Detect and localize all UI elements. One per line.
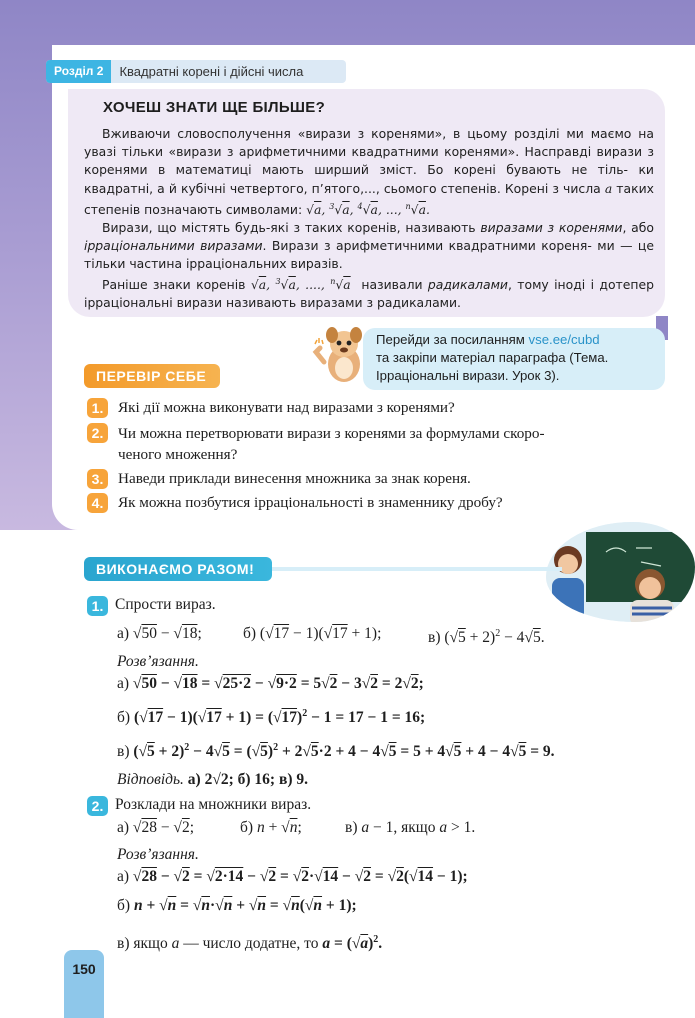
info-text: Раніше знаки коренів bbox=[102, 277, 246, 293]
info-text: Вирази, що містять будь-які з таких коренів, називають bbox=[102, 220, 481, 235]
task-2c-condition: якщо bbox=[401, 819, 436, 836]
bubble-text bbox=[376, 331, 661, 385]
info-text: ки квадратні, а й кубічні четвертого, п’ятого,..., сьомого степенів. Корені з числа bbox=[84, 162, 654, 196]
question-text: Як можна позбутися ірраціональності в знаменнику дробу? bbox=[118, 494, 503, 511]
solution-label: Розв’язання. bbox=[117, 653, 199, 670]
info-text: Вживаючи словосполучення «вирази з коренями», в цьому розділі ми маємо bbox=[102, 126, 632, 141]
task-1a: а) √50 − √18; bbox=[117, 625, 202, 642]
info-paragraph-2: Вирази, що містять будь-які з таких коренів, називають виразами з коренями, або ірраціональними виразами. Вирази з арифметичними квадратними кореня- ми — це тільки частина ірраціональних виразів. bbox=[84, 220, 654, 272]
question-number: 2. bbox=[87, 423, 108, 443]
info-text: ми — це тільки частина ірраціональних виразів. bbox=[84, 238, 654, 272]
solution-2c-text: в) якщо bbox=[117, 935, 168, 953]
info-text: на увазі тільки «вирази з арифметичними квадратними коренями». Насправді bbox=[84, 126, 654, 160]
exercise-number: 2. bbox=[87, 796, 108, 816]
info-term: радикалами bbox=[427, 277, 508, 293]
solution-2a: а) √28 − √2 = √2·14 − √2 = √2·√14 − √2 = √2(√14 − 1); bbox=[117, 868, 468, 885]
info-term: ірраціональними виразами bbox=[84, 238, 263, 254]
bubble-line: та закріпи матеріал параграфа (Тема. bbox=[376, 350, 609, 365]
bubble-line: Перейди за посиланням bbox=[376, 332, 529, 347]
link-vse[interactable]: vse.ee/cubd bbox=[528, 332, 600, 347]
info-paragraph-1 bbox=[84, 125, 654, 219]
info-text: , тому іноді bbox=[507, 277, 586, 293]
check-yourself-heading: ПЕРЕВІР СЕБЕ bbox=[84, 364, 220, 388]
var-a: a bbox=[604, 180, 613, 196]
solution-1b: б) $(√17 - 1)(√17 + 1) = (√17)^2 - 1 = 17 - 1 = 16$; bbox=[117, 708, 426, 727]
answer-label: Відповідь. bbox=[117, 771, 184, 788]
exercise-task: Спрости вираз. bbox=[115, 596, 216, 613]
question-text-line: ченого множення? bbox=[118, 446, 238, 463]
exercise-task: Розклади на множники вираз. bbox=[115, 796, 312, 813]
task-2a: а) √28 − √2; bbox=[117, 819, 194, 836]
bubble-line: Ірраціональні вирази. Урок 3). bbox=[376, 368, 560, 383]
together-divider bbox=[272, 567, 562, 571]
solution-1c: в) $(√5 + 2)^2 - 4√5 = (√5)^2 + 2√5\cdot 2 + 4 - 4√5 = 5 + 4√5 + 4 - 4√5 = 9$. bbox=[117, 742, 555, 761]
solution-1a: а) √50 − √18 = √25·2 − √9·2 = 5√2 − 3√2 = 2√2; bbox=[117, 675, 424, 692]
page-number: 150 bbox=[64, 950, 104, 1018]
info-text: . Вирази з арифметичними квадратними кореня- bbox=[262, 238, 592, 254]
solution-2c-text: — число додатне, то bbox=[183, 935, 319, 953]
task-2b: б) n + √n; bbox=[240, 819, 302, 836]
question-text: Які дії можна виконувати над виразами з коренями? bbox=[118, 399, 455, 416]
root-symbols: √a, $^3$√a, $^4$√a, ..., $^n$√a. bbox=[306, 201, 430, 217]
task-1b: б) (√17 − 1)(√17 + 1); bbox=[243, 625, 382, 642]
info-text: називали bbox=[361, 277, 428, 293]
question-number: 1. bbox=[87, 398, 108, 418]
section-title: Квадратні корені і дійсні числа bbox=[119, 64, 304, 79]
root-symbols: √a, $^3$√a, ...., $^n$√a bbox=[250, 277, 351, 293]
info-text: і дотепер ірраціональні вирази називають виразами з радикалами. bbox=[84, 277, 654, 311]
info-text: або bbox=[631, 220, 654, 235]
info-title: ХОЧЕШ ЗНАТИ ЩЕ БІЛЬШЕ? bbox=[103, 99, 326, 116]
solution-2c: в) якщо a — число додатне, то $a = (√a)^2$. bbox=[117, 934, 383, 953]
info-text: вирази з коренями в математиці мають ширший зміст. Бо корені бувають не тіль- bbox=[84, 144, 654, 178]
solution-label: Розв’язання. bbox=[117, 846, 199, 863]
question-text-line: Чи можна перетворювати вирази з коренями за формулами скоро- bbox=[118, 425, 545, 442]
answer-values: а) 2√2; б) 16; в) 9. bbox=[187, 771, 308, 788]
question-text: Наведи приклади винесення множника за знак кореня. bbox=[118, 470, 471, 487]
info-paragraph-3 bbox=[84, 273, 654, 313]
section-header bbox=[46, 60, 346, 83]
answer-line bbox=[117, 770, 308, 790]
task-1c: в) $(√5 + 2)^2 - 4√5$. bbox=[428, 628, 545, 647]
info-term: виразами з коренями bbox=[480, 220, 623, 235]
section-badge: Розділ 2 bbox=[46, 60, 111, 83]
task-2c: в) a − 1, якщо a > 1. bbox=[345, 819, 476, 836]
exercise-number: 1. bbox=[87, 596, 108, 616]
question-number: 4. bbox=[87, 493, 108, 513]
together-heading: ВИКОНАЄМО РАЗОМ! bbox=[84, 557, 272, 581]
question-text bbox=[118, 423, 638, 465]
question-number: 3. bbox=[87, 469, 108, 489]
solution-2b: б) n + √n = √n·√n + √n = √n(√n + 1); bbox=[117, 897, 357, 914]
info-text: таких степенів позначають символами: bbox=[84, 180, 654, 217]
mascot-icon bbox=[312, 322, 372, 388]
